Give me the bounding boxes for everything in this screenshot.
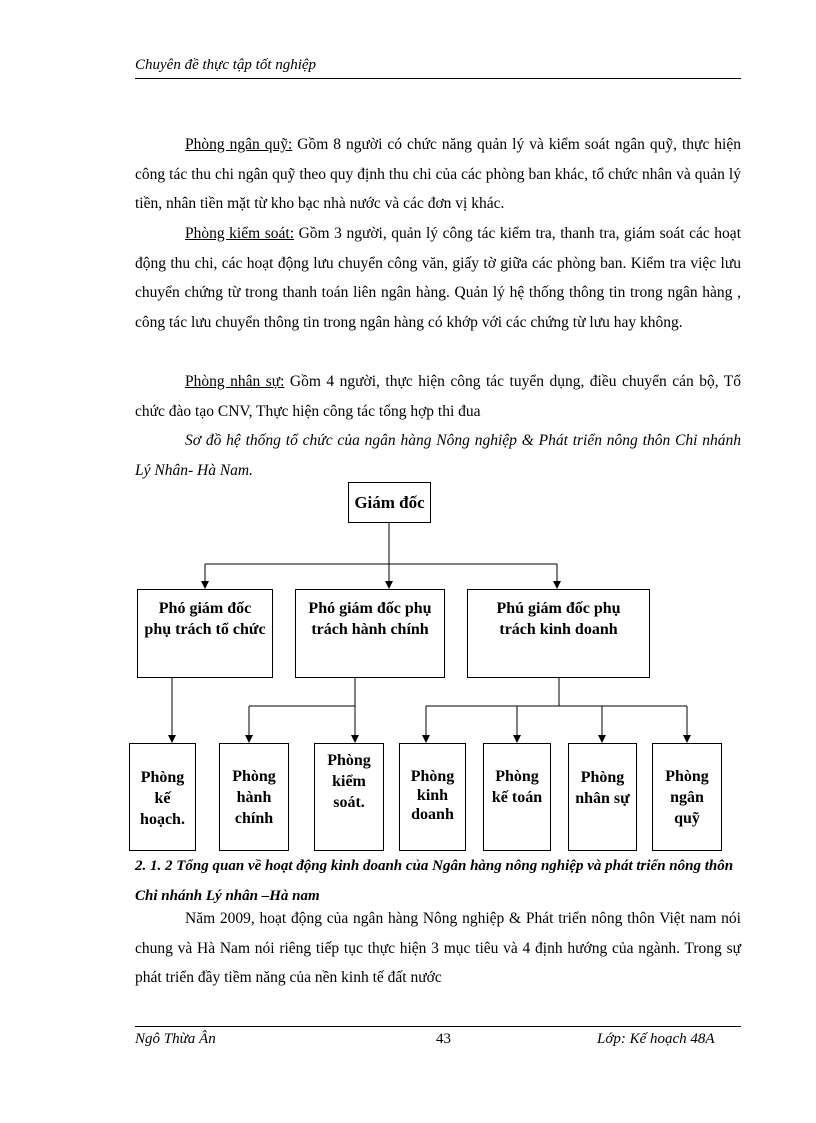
text-phong-ngan-quy: Gồm 8 người có chức năng quản lý và kiểm soát ngân quỹ, thực hiện công tác thu chi ngân quỹ theo quy định thu chi của các phòng ban khác, tổ chức nhân và quản lý tiền, nhân tiền mặt từ kho bạc nhà nước và các đơn vị khác.: [135, 136, 741, 212]
running-header: Chuyên đề thực tập tốt nghiệp: [135, 57, 317, 73]
footer-author: Ngô Thừa Ân: [135, 1031, 216, 1047]
section-heading: 2. 1. 2 Tổng quan về hoạt động kinh doanh của Ngân hàng nông nghiệp và phát triển nông thôn Chi nhánh Lý nhân –Hà nam: [135, 858, 734, 904]
box-phong-ngan-quy: Phòng ngân quỹ: [652, 743, 722, 851]
footer-rule: [135, 1026, 741, 1027]
footer-class: Lớp: Kế hoạch 48A: [597, 1031, 715, 1047]
box-phong-ke-hoach: Phòng kế hoạch.: [129, 743, 196, 851]
box-phong-hanh-chinh: Phòng hành chính: [219, 743, 289, 851]
box-phong-kiem-soat: Phòng kiểm soát.: [314, 743, 384, 851]
box-giam-doc: Giám đốc: [348, 482, 431, 523]
box-phong-kinh-doanh: Phòng kinh doanh: [399, 743, 466, 851]
box-phong-nhan-su: Phòng nhân sự: [568, 743, 637, 851]
label-phong-nhan-su: Phòng nhân sự:: [185, 373, 285, 390]
box-pho-giam-doc-kinh-doanh: Phú giám đốc phụ trách kinh doanh: [467, 589, 650, 678]
label-phong-ngan-quy: Phòng ngân quỹ:: [185, 136, 293, 153]
label-phong-kiem-soat: Phòng kiểm soát:: [185, 225, 295, 242]
text-phong-kiem-soat: Gồm 3 người, quản lý công tác kiểm tra, thanh tra, giám soát các hoạt động thu chi, các hoạt động lưu chuyển công văn, giấy tờ giữa các phòng ban. Kiểm tra việc lưu chuyển chứng từ trong thanh toán liên ngân hàng. Quản lý hệ thống thông tin trong ngân hàng , công tác lưu chuyển thông tin trong ngân hàng có khớp với các chứng từ lưu hay không.: [135, 225, 741, 331]
box-pho-giam-doc-to-chuc: Phó giám đốc phụ trách tổ chức: [137, 589, 273, 678]
text-phong-nhan-su: Gồm 4 người, thực hiện công tác tuyển dụng, điều chuyển cán bộ, Tổ chức đào tạo CNV, Thực hiện công tác tổng hợp thi đua: [135, 373, 741, 420]
box-phong-ke-toan: Phòng kế toán: [483, 743, 551, 851]
diagram-caption: Sơ đồ hệ thống tổ chức của ngân hàng Nông nghiệp & Phát triển nông thôn Chi nhánh Lý Nhân- Hà Nam.: [135, 432, 741, 479]
section-body: Năm 2009, hoạt động của ngân hàng Nông nghiệp & Phát triển nông thôn Việt nam nói chung và Hà Nam nói riêng tiếp tục thực hiện 3 mục tiêu và 4 định hướng của ngành. Trong sự phát triển đầy tiềm năng của nền kinh tế đất nước: [135, 910, 741, 986]
page-number: 43: [436, 1031, 451, 1047]
box-pho-giam-doc-hanh-chinh: Phó giám đốc phụ trách hành chính: [295, 589, 445, 678]
